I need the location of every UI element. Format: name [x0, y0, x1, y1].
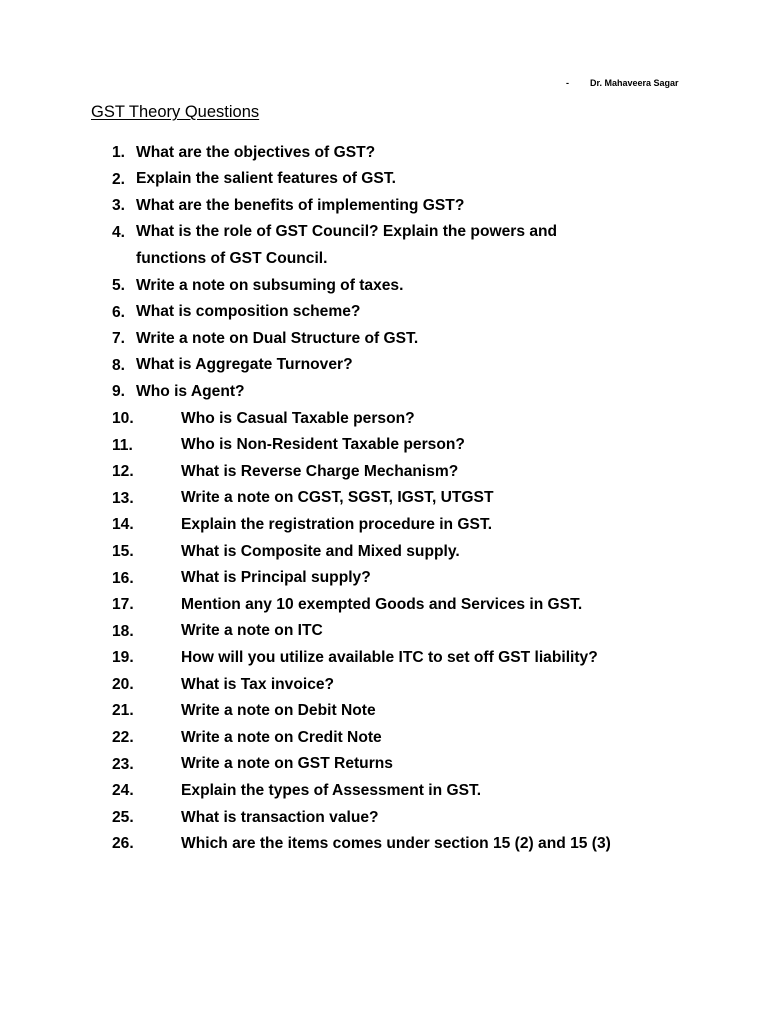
- question-text: [181, 539, 460, 566]
- question-number: 25.: [112, 808, 134, 826]
- question-text: [136, 352, 353, 379]
- list-item: [0, 594, 768, 621]
- question-text-line: What is the role of GST Council? Explain the powers and: [136, 223, 558, 241]
- question-text: [181, 672, 334, 699]
- question-number: 1.: [112, 144, 126, 161]
- question-text: [181, 618, 323, 645]
- list-item: [0, 302, 768, 329]
- question-list: [0, 142, 768, 860]
- list-item: [0, 381, 768, 408]
- question-number: 2.: [112, 170, 126, 188]
- question-number: 15.: [112, 542, 134, 560]
- question-text: [181, 805, 379, 832]
- list-item: [0, 541, 768, 568]
- question-text: [181, 831, 611, 858]
- list-item: [0, 647, 768, 674]
- question-number: 24.: [112, 782, 134, 800]
- list-item: [0, 621, 768, 648]
- question-text: [136, 140, 375, 167]
- list-item: [0, 435, 768, 462]
- list-item: [0, 514, 768, 541]
- question-number: 20.: [112, 675, 134, 693]
- question-text-line: Explain the registration procedure in GST.: [181, 516, 493, 534]
- question-text-line: Write a note on GST Returns: [181, 755, 393, 773]
- question-number: 9.: [112, 383, 126, 401]
- list-item: [0, 700, 768, 727]
- question-text-line: What is composition scheme?: [136, 303, 361, 321]
- question-text: [181, 778, 481, 805]
- question-text-line: How will you utilize available ITC to set off GST liability?: [181, 648, 598, 666]
- question-number: 5.: [112, 276, 126, 294]
- list-item: [0, 780, 768, 807]
- question-number: 11.: [112, 436, 133, 454]
- list-item: [0, 674, 768, 701]
- question-text-line: Write a note on CGST, SGST, IGST, UTGST: [181, 489, 494, 507]
- question-number: 13.: [112, 489, 134, 507]
- list-item: [0, 328, 768, 355]
- question-text: [136, 299, 360, 326]
- question-text: [181, 512, 492, 539]
- question-number: 19.: [112, 649, 134, 667]
- question-text-line: What is Reverse Charge Mechanism?: [181, 462, 459, 480]
- question-number: 10.: [112, 409, 134, 427]
- question-text: [181, 698, 376, 725]
- question-text: [181, 751, 393, 778]
- list-item: [0, 355, 768, 382]
- list-item: [0, 727, 768, 754]
- question-text: [181, 645, 598, 672]
- list-item: [0, 408, 768, 435]
- question-number: 4.: [112, 223, 126, 241]
- question-text: [136, 166, 396, 193]
- question-text-line: What is Principal supply?: [181, 569, 371, 587]
- author-header: [566, 78, 679, 88]
- question-text-line: What are the benefits of implementing GST?: [136, 196, 465, 214]
- question-text-line: Who is Non-Resident Taxable person?: [181, 436, 465, 454]
- list-item: [0, 461, 768, 488]
- question-text-line: Write a note on ITC: [181, 622, 323, 640]
- list-item: [0, 754, 768, 781]
- list-item: [0, 195, 768, 222]
- list-item: [0, 275, 768, 302]
- question-number: 14.: [112, 516, 134, 534]
- question-text-line: What is Aggregate Turnover?: [136, 356, 353, 374]
- question-number: 26.: [112, 835, 134, 853]
- list-item: [0, 807, 768, 834]
- question-number: 18.: [112, 622, 134, 640]
- question-number: 21.: [112, 702, 134, 720]
- question-text-line: Write a note on Debit Note: [181, 702, 376, 720]
- question-text-line: Mention any 10 exempted Goods and Services in GST.: [181, 595, 583, 613]
- question-text: [136, 219, 557, 272]
- list-item: [0, 568, 768, 595]
- question-text: [136, 326, 418, 353]
- list-item: [0, 488, 768, 515]
- question-text: [136, 273, 403, 300]
- author-name: Dr. Mahaveera Sagar: [590, 78, 679, 88]
- question-text-line: What are the objectives of GST?: [136, 143, 376, 161]
- question-text-line: functions of GST Council.: [136, 250, 328, 268]
- page-title: GST Theory Questions: [91, 103, 260, 121]
- question-number: 3.: [112, 197, 126, 215]
- question-text-line: Explain the types of Assessment in GST.: [181, 781, 482, 799]
- list-item: [0, 222, 768, 275]
- question-number: 23.: [112, 755, 134, 773]
- question-text: [181, 406, 415, 433]
- question-text-line: Write a note on Dual Structure of GST.: [136, 329, 419, 347]
- question-text: [181, 592, 582, 619]
- question-text: [181, 485, 493, 512]
- list-item: [0, 142, 768, 169]
- question-number: 12.: [112, 463, 134, 481]
- question-number: 6.: [112, 303, 126, 321]
- question-number: 22.: [112, 729, 134, 747]
- question-number: 7.: [112, 330, 126, 348]
- list-item: [0, 833, 768, 860]
- list-item: [0, 169, 768, 196]
- question-text-line: Who is Agent?: [136, 383, 245, 401]
- question-text: [181, 725, 382, 752]
- question-text-line: What is transaction value?: [181, 808, 379, 826]
- question-text: [136, 379, 245, 406]
- question-number: 17.: [112, 596, 134, 614]
- question-text: [136, 193, 464, 220]
- question-number: 16.: [112, 569, 134, 587]
- question-text-line: Who is Casual Taxable person?: [181, 409, 415, 427]
- question-text-line: What is Composite and Mixed supply.: [181, 542, 460, 560]
- question-text-line: What is Tax invoice?: [181, 675, 335, 693]
- question-text: [181, 459, 458, 486]
- question-text-line: Which are the items comes under section 15 (2) and 15 (3): [181, 835, 611, 853]
- question-text-line: Explain the salient features of GST.: [136, 170, 396, 188]
- question-text: [181, 432, 465, 459]
- header-dash: -: [566, 78, 569, 88]
- question-text: [181, 565, 371, 592]
- question-text-line: Write a note on Credit Note: [181, 728, 382, 746]
- question-text-line: Write a note on subsuming of taxes.: [136, 276, 404, 294]
- question-number: 8.: [112, 356, 126, 374]
